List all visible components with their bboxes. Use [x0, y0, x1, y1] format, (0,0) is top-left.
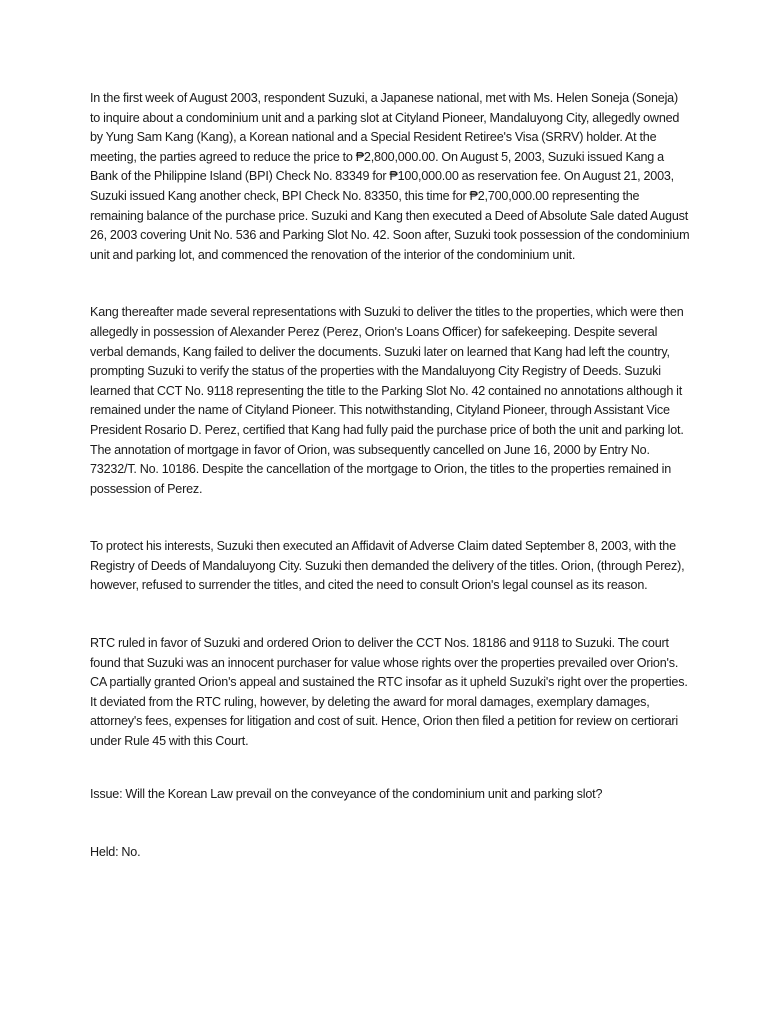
paragraph-issue: Issue: Will the Korean Law prevail on the conveyance of the condominium unit and parking slot?	[90, 786, 603, 801]
paragraph-rulings: RTC ruled in favor of Suzuki and ordered Orion to deliver the CCT Nos. 18186 and 9118 to Suzuki. The court found that Suzuki was an innocent purchaser for value whose rights over the properties prevailed over Orion's. CA partially granted Orion's appeal and sustained the RTC insofar as it upheld Suzuki's right over the properties. It deviated from the RTC ruling, however, by deleting the award for moral damages, exemplary damages, attorney's fees, expenses for litigation and cost of suit. Hence, Orion then filed a petition for review on certiorari under Rule 45 with this Court.	[90, 636, 688, 749]
paragraph-title-delivery: Kang thereafter made several representations with Suzuki to deliver the titles to the properties, which were then allegedly in possession of Alexander Perez (Perez, Orion's Loans Officer) for safekeeping. Despite several verbal demands, Kang failed to deliver the documents. Suzuki later on learned that Kang had left the country, prompting Suzuki to verify the status of the properties with the Mandaluyong City Registry of Deeds. Suzuki learned that CCT No. 9118 representing the title to the Parking Slot No. 42 contained no annotations although it remained under the name of Cityland Pioneer. This notwithstanding, Cityland Pioneer, through Assistant Vice President Rosario D. Perez, certified that Kang had fully paid the purchase price of both the unit and parking lot. The annotation of mortgage in favor of Orion, was subsequently cancelled on June 16, 2000 by Entry No. 73232/T. No. 10186. Despite the cancellation of the mortgage to Orion, the titles to the properties remained in possession of Perez.	[90, 305, 684, 496]
paragraph-facts: In the first week of August 2003, respondent Suzuki, a Japanese national, met with Ms. Helen Soneja (Soneja) to inquire about a condominium unit and a parking slot at Cityland Pioneer, Mandaluyong City, allegedly owned by Yung Sam Kang (Kang), a Korean national and a Special Resident Retiree's Visa (SRRV) holder. At the meeting, the parties agreed to reduce the price to ₱2,800,000.00. On August 5, 2003, Suzuki issued Kang a Bank of the Philippine Island (BPI) Check No. 83349 for ₱100,000.00 as reservation fee. On August 21, 2003, Suzuki issued Kang another check, BPI Check No. 83350, this time for ₱2,700,000.00 representing the remaining balance of the purchase price. Suzuki and Kang then executed a Deed of Absolute Sale dated August 26, 2003 covering Unit No. 536 and Parking Slot No. 42. Soon after, Suzuki took possession of the condominium unit and parking lot, and commenced the renovation of the interior of the condominium unit.	[90, 91, 690, 262]
paragraph-held: Held: No.	[90, 845, 141, 860]
paragraph-adverse-claim: To protect his interests, Suzuki then executed an Affidavit of Adverse Claim dated September 8, 2003, with the Registry of Deeds of Mandaluyong City. Suzuki then demanded the delivery of the titles. Orion, (through Perez), however, refused to surrender the titles, and cited the need to consult Orion's legal counsel as its reason.	[90, 539, 685, 593]
document-body	[90, 89, 690, 863]
